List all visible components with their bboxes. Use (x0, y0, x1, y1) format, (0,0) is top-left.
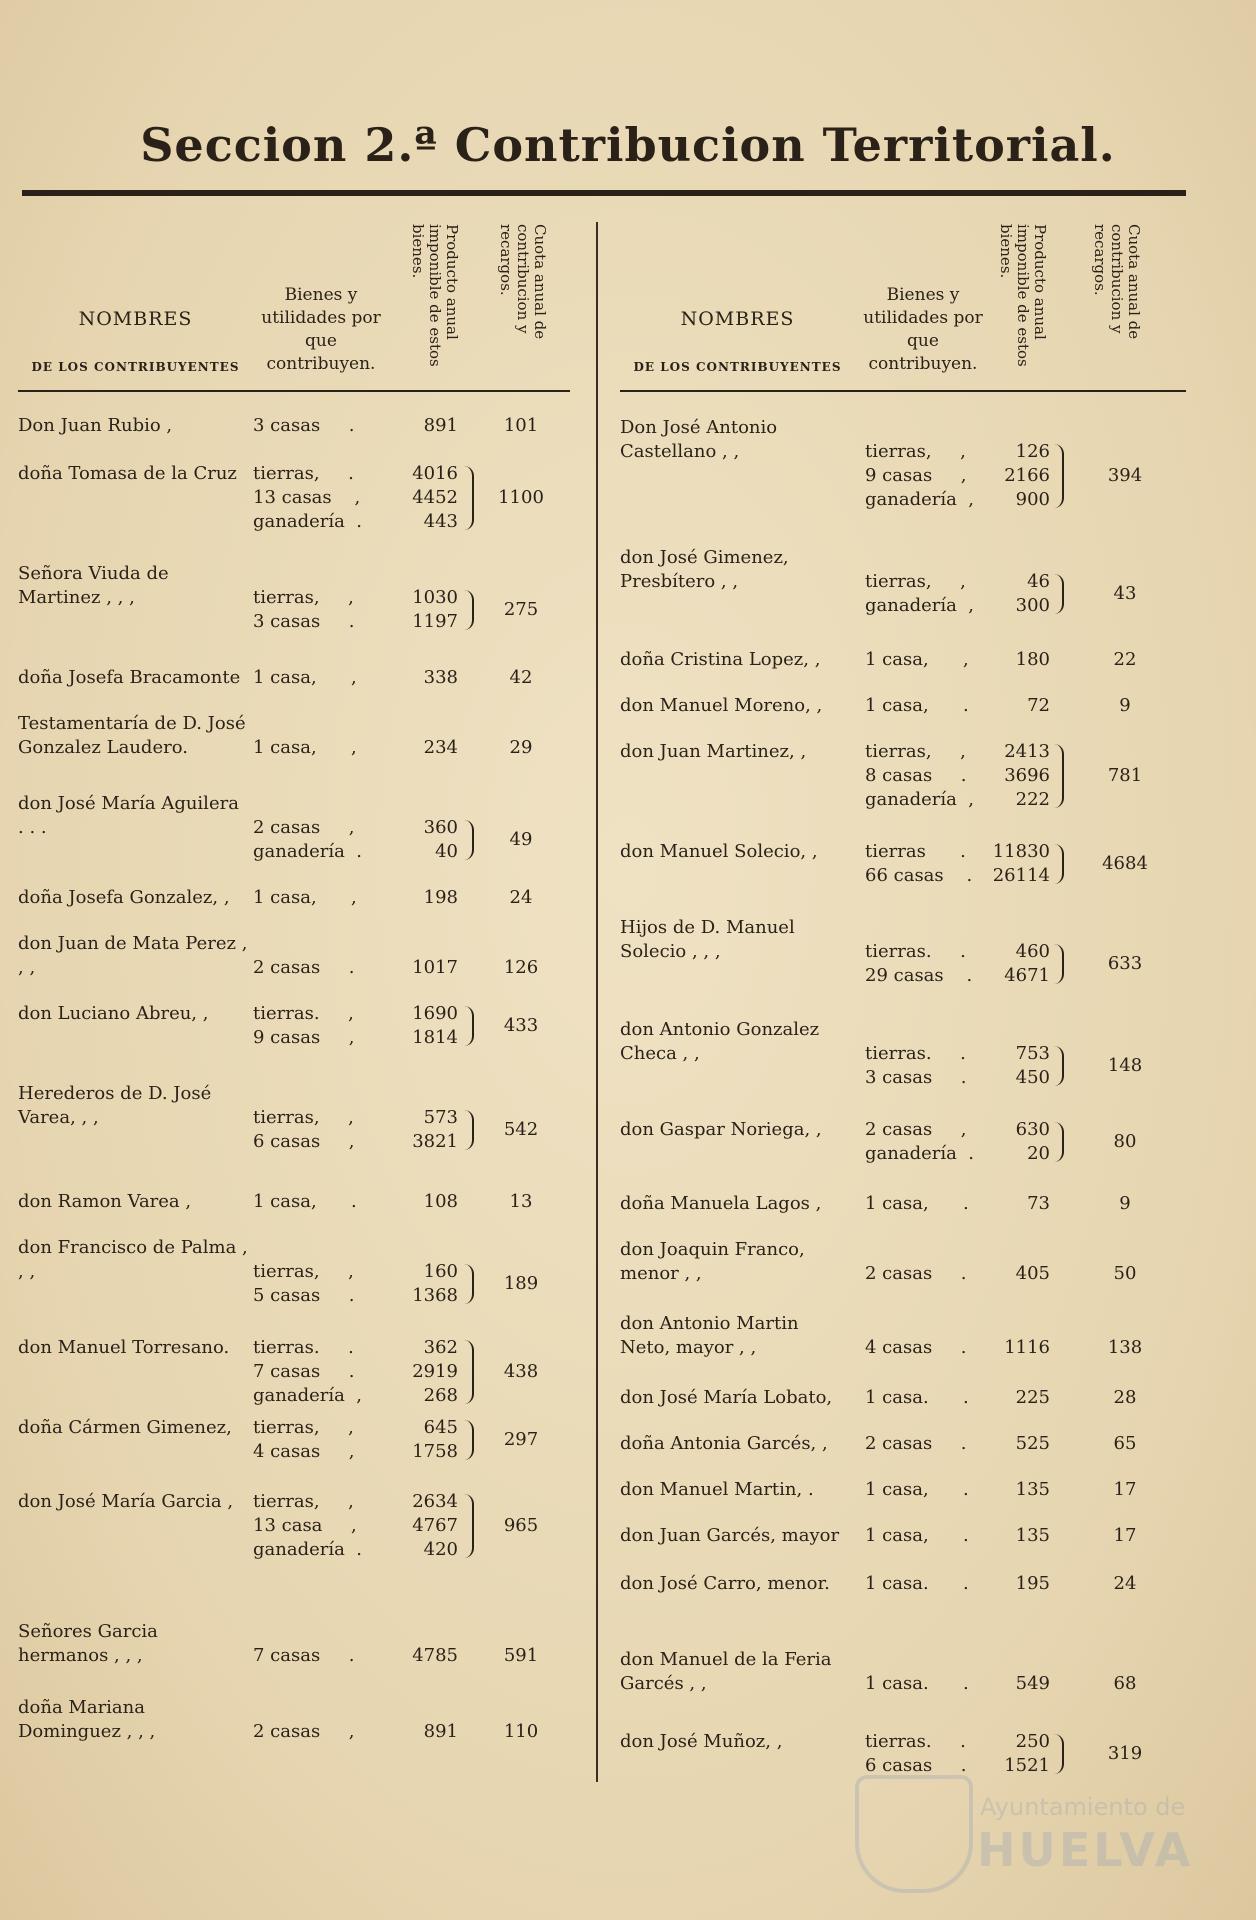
bienes-cell: 7 casas . (253, 1645, 355, 1666)
bienes-cell: tierras, , 3 casas . (253, 587, 355, 632)
cuota-cell: 275 (503, 599, 539, 620)
cuota-cell: 110 (503, 1721, 539, 1742)
contributor-name: don José Carro, menor. (620, 1573, 830, 1594)
contributor-name: don Juan Garcés, mayor (620, 1525, 840, 1546)
cuota-cell: 4684 (1102, 853, 1148, 874)
producto-cell: 360 40 (423, 817, 458, 862)
producto-cell: 1017 (412, 957, 458, 978)
bienes-cell: 2 casas . (865, 1433, 967, 1454)
cuota-cell: 542 (503, 1119, 539, 1140)
bienes-cell: tierras. . 29 casas . (865, 941, 973, 986)
header-names (620, 308, 855, 374)
cuota-cell: 319 (1107, 1743, 1143, 1764)
producto-cell: 2634 4767 420 (412, 1491, 458, 1560)
bienes-cell: 1 casa, , (253, 887, 357, 908)
brace (464, 1006, 474, 1046)
producto-cell: 135 (1015, 1525, 1050, 1546)
producto-cell: 225 (1015, 1387, 1050, 1408)
producto-cell: 73 (1027, 1193, 1050, 1214)
contributor-name: don Manuel Solecio, , (620, 841, 818, 862)
contributor-name: don Juan de Mata Perez , , , (18, 933, 248, 978)
contributor-name: Testamentaría de D. José Gonzalez Laudero. (18, 713, 246, 758)
contributor-name: doña Tomasa de la Cruz (18, 463, 237, 484)
cuota-cell: 17 (1113, 1525, 1137, 1546)
bienes-cell: 1 casa. . (865, 1387, 969, 1408)
contributor-name: doña Mariana Dominguez , , , (18, 1697, 156, 1742)
producto-cell: 891 (423, 1721, 458, 1742)
bienes-cell: 1 casa, . (253, 1191, 357, 1212)
contributor-name: Hijos de D. Manuel Solecio , , , (620, 917, 795, 962)
cuota-cell: 297 (503, 1429, 539, 1450)
brace (464, 1264, 474, 1304)
bienes-cell: 2 casas , ganadería . (865, 1119, 975, 1164)
cuota-cell: 9 (1119, 1193, 1131, 1214)
producto-cell: 753 450 (1015, 1043, 1050, 1088)
contributor-name: doña Cristina Lopez, , (620, 649, 821, 670)
cuota-cell: 433 (503, 1015, 539, 1036)
contributor-name: don Manuel de la Feria Garcés , , (620, 1649, 832, 1694)
cuota-cell: 43 (1113, 583, 1137, 604)
page-title: Seccion 2.ª Contribucion Territorial. (140, 118, 1116, 172)
contributor-name: doña Manuela Lagos , (620, 1193, 822, 1214)
header-cuota: Cuota anual de contribucion y recargos. (497, 224, 549, 340)
cuota-cell: 80 (1113, 1131, 1137, 1152)
cuota-cell: 189 (503, 1273, 539, 1294)
producto-cell: 549 (1015, 1673, 1050, 1694)
producto-cell: 405 (1015, 1263, 1050, 1284)
brace (1054, 844, 1064, 884)
contributor-name: don Gaspar Noriega, , (620, 1119, 822, 1140)
huelva-watermark (855, 1775, 1195, 1885)
bienes-cell: 1 casa, . (865, 1525, 969, 1546)
brace (1054, 574, 1064, 614)
brace (1054, 444, 1064, 508)
producto-cell: 180 (1015, 649, 1050, 670)
bienes-cell: tierras, , 8 casas . ganadería , (865, 741, 975, 810)
producto-cell: 234 (423, 737, 458, 758)
cuota-cell: 138 (1107, 1337, 1143, 1358)
cuota-cell: 148 (1107, 1055, 1143, 1076)
contributor-name: don José María Garcia , (18, 1491, 234, 1512)
bienes-cell: 1 casa, . (865, 1479, 969, 1500)
cuota-cell: 22 (1113, 649, 1137, 670)
producto-cell: 573 3821 (412, 1107, 458, 1152)
contributor-name: don Manuel Torresano. (18, 1337, 230, 1358)
producto-cell: 126 2166 900 (1004, 441, 1050, 510)
cuota-cell: 42 (509, 667, 533, 688)
bienes-cell: tierras. . 6 casas . (865, 1731, 967, 1776)
bienes-cell: 1 casa, . (865, 695, 969, 716)
producto-cell: 891 (423, 415, 458, 436)
bienes-cell: tierras, . 13 casas , ganadería . (253, 463, 363, 532)
bienes-cell: tierras. . 7 casas . ganadería , (253, 1337, 363, 1406)
producto-cell: 630 20 (1015, 1119, 1050, 1164)
brace (464, 1494, 474, 1558)
producto-cell: 195 (1015, 1573, 1050, 1594)
brace (464, 590, 474, 630)
brace (1054, 1734, 1064, 1774)
cuota-cell: 965 (503, 1515, 539, 1536)
brace (1054, 744, 1064, 808)
contributor-name: don José María Lobato, (620, 1387, 833, 1408)
brace (464, 1340, 474, 1404)
cuota-cell: 781 (1107, 765, 1143, 786)
left-column (18, 222, 570, 1742)
contributor-name: don Francisco de Palma , , , (18, 1237, 248, 1282)
watermark-line1: Ayuntamiento de (980, 1793, 1186, 1821)
contributor-name: don Antonio Martin Neto, mayor , , (620, 1313, 799, 1358)
bienes-cell: tierras. . 3 casas . (865, 1043, 967, 1088)
contributor-name: don Juan Martinez, , (620, 741, 807, 762)
header-cuota: Cuota anual de contribucion y recargos. (1091, 224, 1143, 340)
cuota-cell: 50 (1113, 1263, 1137, 1284)
bienes-cell: tierras, , 6 casas , (253, 1107, 355, 1152)
contributor-name: doña Josefa Bracamonte (18, 667, 241, 688)
producto-cell: 1116 (1004, 1337, 1050, 1358)
bienes-cell: 1 casa, , (253, 667, 357, 688)
bienes-cell: tierras, , 4 casas , (253, 1417, 355, 1462)
cuota-cell: 28 (1113, 1387, 1137, 1408)
cuota-cell: 633 (1107, 953, 1143, 974)
watermark-line2: HUELVA (977, 1823, 1194, 1877)
producto-cell: 362 2919 268 (412, 1337, 458, 1406)
bienes-cell: 1 casa. . (865, 1573, 969, 1594)
producto-cell: 2413 3696 222 (1004, 741, 1050, 810)
producto-cell: 11830 26114 (992, 841, 1050, 886)
header-producto: Producto anual imponible de estos bienes. (409, 224, 461, 367)
cuota-cell: 65 (1113, 1433, 1137, 1454)
contributor-name: Señores Garcia hermanos , , , (18, 1621, 158, 1666)
contributor-name: Don José Antonio Castellano , , (620, 417, 778, 462)
huelva-shield-icon (855, 1775, 973, 1893)
title-rule (22, 190, 1186, 196)
bienes-cell: 2 casas . (865, 1263, 967, 1284)
contributor-name: Don Juan Rubio , (18, 415, 173, 436)
producto-cell: 198 (423, 887, 458, 908)
brace (1054, 1046, 1064, 1086)
producto-cell: 4785 (412, 1645, 458, 1666)
cuota-cell: 24 (1113, 1573, 1137, 1594)
bienes-cell: 1 casa, , (865, 649, 969, 670)
brace (464, 466, 474, 530)
bienes-cell: tierras, , 9 casas , ganadería , (865, 441, 975, 510)
cuota-cell: 49 (509, 829, 533, 850)
producto-cell: 525 (1015, 1433, 1050, 1454)
cuota-cell: 438 (503, 1361, 539, 1382)
brace (464, 1110, 474, 1150)
contributor-name: don José Gimenez, Presbítero , , (620, 547, 789, 592)
producto-cell: 250 1521 (1004, 1731, 1050, 1776)
bienes-cell: 1 casa. . (865, 1673, 969, 1694)
header-names (18, 308, 253, 374)
contributor-name: don Manuel Martin, . (620, 1479, 814, 1500)
bienes-cell: 4 casas . (865, 1337, 967, 1358)
producto-cell: 1030 1197 (412, 587, 458, 632)
contributor-name: don Joaquin Franco, menor , , (620, 1239, 805, 1284)
header-names-big: NOMBRES (680, 308, 795, 330)
bienes-cell: tierras . 66 casas . (865, 841, 973, 886)
cuota-cell: 126 (503, 957, 539, 978)
contributor-name: Señora Viuda de Martinez , , , (18, 563, 169, 608)
header-names-big: NOMBRES (78, 308, 193, 330)
right-column (620, 222, 1186, 1776)
bienes-cell: 2 casas . (253, 957, 355, 978)
bienes-cell: 2 casas , ganadería . (253, 817, 363, 862)
cuota-cell: 29 (509, 737, 533, 758)
contributor-name: don José Muñoz, , (620, 1731, 783, 1752)
header-names-small: DE LOS CONTRIBUYENTES (31, 360, 240, 374)
header-bienes: Bienes y utilidades por que contribuyen. (863, 285, 983, 374)
bienes-cell: 1 casa, , (253, 737, 357, 758)
producto-cell: 645 1758 (412, 1417, 458, 1462)
header-bienes: Bienes y utilidades por que contribuyen. (261, 285, 381, 374)
cuota-cell: 394 (1107, 465, 1143, 486)
contributor-name: don Manuel Moreno, , (620, 695, 823, 716)
cuota-cell: 13 (509, 1191, 533, 1212)
contributor-name: Herederos de D. José Varea, , , (18, 1083, 212, 1128)
producto-cell: 4016 4452 443 (412, 463, 458, 532)
producto-cell: 72 (1027, 695, 1050, 716)
contributor-name: doña Antonia Garcés, , (620, 1433, 828, 1454)
cuota-cell: 101 (503, 415, 539, 436)
contributor-name: don Antonio Gonzalez Checa , , (620, 1019, 820, 1064)
contributor-name: doña Cármen Gimenez, (18, 1417, 232, 1438)
bienes-cell: 1 casa, . (865, 1193, 969, 1214)
contributor-name: don Luciano Abreu, , (18, 1003, 209, 1024)
contributor-name: don José María Aguilera . . . (18, 793, 239, 838)
bienes-cell: tierras, , 5 casas . (253, 1261, 355, 1306)
brace (464, 820, 474, 860)
bienes-cell: tierras. , 9 casas , (253, 1003, 355, 1048)
bienes-cell: tierras, , ganadería , (865, 571, 975, 616)
producto-cell: 160 1368 (412, 1261, 458, 1306)
contributor-name: don Ramon Varea , (18, 1191, 192, 1212)
cuota-cell: 24 (509, 887, 533, 908)
cuota-cell: 591 (503, 1645, 539, 1666)
column-divider (596, 222, 598, 1782)
producto-cell: 46 300 (1015, 571, 1050, 616)
header-names-small: DE LOS CONTRIBUYENTES (633, 360, 842, 374)
producto-cell: 108 (423, 1191, 458, 1212)
left-header (18, 222, 570, 392)
cuota-cell: 17 (1113, 1479, 1137, 1500)
bienes-cell: 2 casas , (253, 1721, 355, 1742)
cuota-cell: 9 (1119, 695, 1131, 716)
cuota-cell: 68 (1113, 1673, 1137, 1694)
brace (1054, 1122, 1064, 1162)
header-producto: Producto anual imponible de estos bienes. (997, 224, 1049, 367)
producto-cell: 1690 1814 (412, 1003, 458, 1048)
right-header (620, 222, 1186, 392)
brace (464, 1420, 474, 1460)
producto-cell: 460 4671 (1004, 941, 1050, 986)
contributor-name: doña Josefa Gonzalez, , (18, 887, 230, 908)
bienes-cell: 3 casas . (253, 415, 355, 436)
producto-cell: 135 (1015, 1479, 1050, 1500)
bienes-cell: tierras, , 13 casa , ganadería . (253, 1491, 363, 1560)
cuota-cell: 1100 (498, 487, 544, 508)
brace (1054, 944, 1064, 984)
producto-cell: 338 (423, 667, 458, 688)
